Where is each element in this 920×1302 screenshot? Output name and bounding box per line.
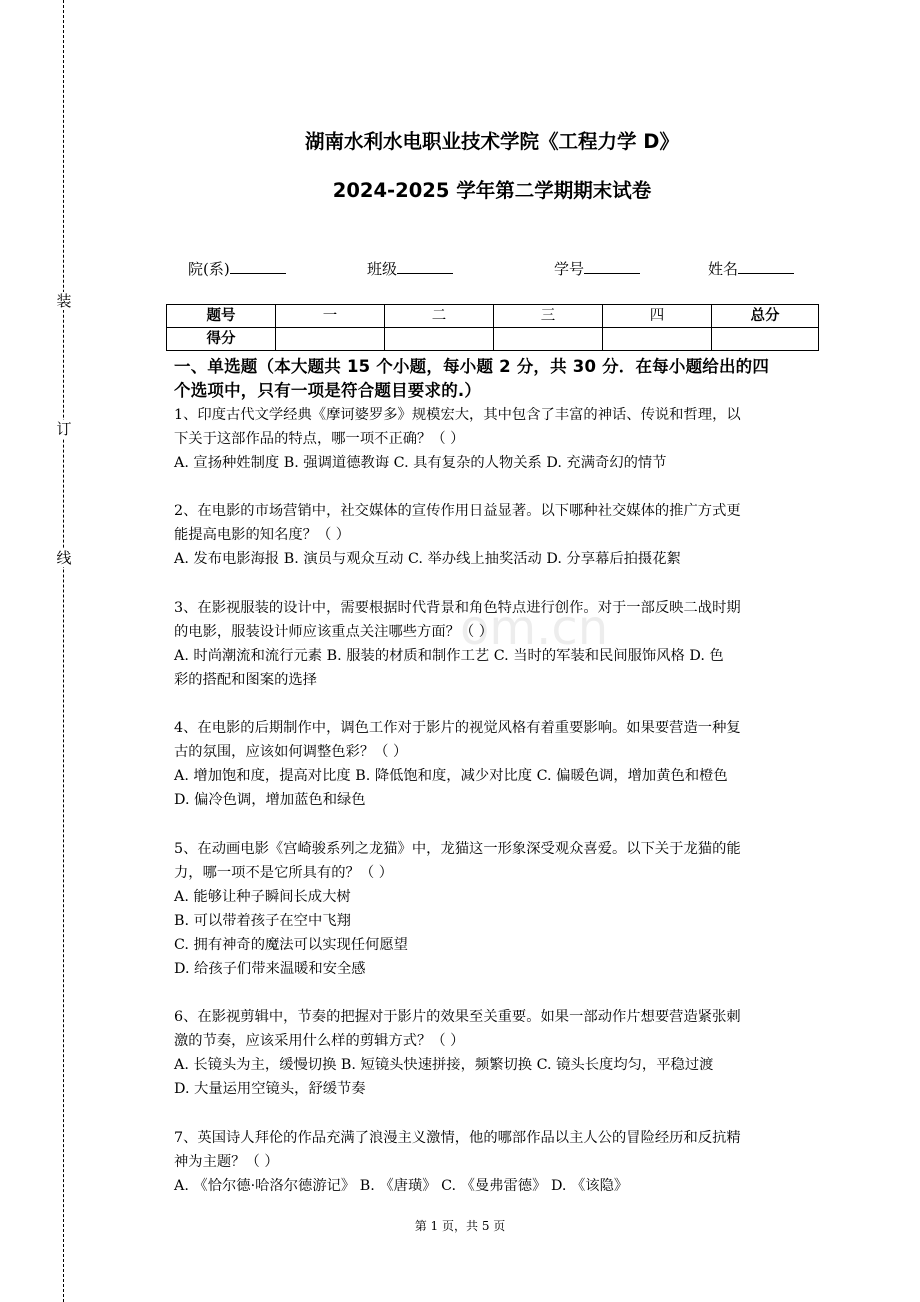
question-line: 6、在影视剪辑中，节奏的把握对于影片的效果至关重要。如果一部动作片想要营造紧张刺 bbox=[174, 1009, 741, 1025]
question-number-label: 题号 bbox=[167, 305, 276, 328]
name-label: 姓名 bbox=[708, 260, 739, 278]
score-cell-3[interactable] bbox=[494, 328, 603, 351]
question-options: A. 增加饱和度，提高对比度 B. 降低饱和度，减少对比度 C. 偏暖色调，增加黄色和橙色 bbox=[174, 768, 728, 784]
question-line: 5、在动画电影《宫崎骏系列之龙猫》中，龙猫这一形象深受观众喜爱。以下关于龙猫的能 bbox=[174, 841, 741, 857]
binding-dashed-line bbox=[63, 0, 64, 1302]
student-id-label: 学号 bbox=[554, 260, 585, 278]
question-2 bbox=[174, 499, 824, 571]
binding-char-zhuang: 装 bbox=[56, 292, 72, 310]
score-cell-4[interactable] bbox=[603, 328, 712, 351]
question-3 bbox=[174, 596, 824, 692]
question-options: A. 发布电影海报 B. 演员与观众互动 C. 举办线上抽奖活动 D. 分享幕后拍摄花絮 bbox=[174, 551, 681, 567]
column-4: 四 bbox=[603, 305, 712, 328]
question-line: 激的节奏，应该采用什么样的剪辑方式？（ ） bbox=[174, 1033, 465, 1049]
binding-char-xian: 线 bbox=[56, 549, 72, 567]
binding-char-ding: 订 bbox=[56, 420, 72, 438]
question-1 bbox=[174, 403, 824, 475]
question-line: 下关于这部作品的特点，哪一项不正确？（ ） bbox=[174, 431, 465, 447]
department-label: 院(系) bbox=[188, 260, 230, 278]
class-field bbox=[367, 258, 453, 279]
question-line: 神为主题？（ ） bbox=[174, 1154, 279, 1170]
score-table-score-row bbox=[167, 328, 819, 351]
department-field bbox=[188, 258, 286, 279]
question-options: A. 宣扬种姓制度 B. 强调道德教诲 C. 具有复杂的人物关系 D. 充满奇幻的情节 bbox=[174, 455, 667, 471]
question-7 bbox=[174, 1126, 824, 1198]
question-options: D. 偏冷色调，增加蓝色和绿色 bbox=[174, 792, 366, 808]
department-blank[interactable] bbox=[230, 259, 286, 274]
score-cell-1[interactable] bbox=[276, 328, 385, 351]
question-6 bbox=[174, 1005, 824, 1101]
column-total: 总分 bbox=[712, 305, 819, 328]
class-blank[interactable] bbox=[397, 259, 453, 274]
class-label: 班级 bbox=[367, 260, 398, 278]
name-blank[interactable] bbox=[738, 259, 794, 274]
question-line: 1、印度古代文学经典《摩诃婆罗多》规模宏大，其中包含了丰富的神话、传说和哲理，以 bbox=[174, 407, 741, 423]
question-option: D. 给孩子们带来温暖和安全感 bbox=[174, 961, 366, 977]
score-table bbox=[166, 304, 819, 351]
question-line: 7、英国诗人拜伦的作品充满了浪漫主义激情，他的哪部作品以主人公的冒险经历和反抗精 bbox=[174, 1130, 741, 1146]
question-line: 力，哪一项不是它所具有的？（ ） bbox=[174, 865, 393, 881]
question-options: A. 长镜头为主，缓慢切换 B. 短镜头快速拼接，频繁切换 C. 镜头长度均匀，平稳过渡 bbox=[174, 1057, 714, 1073]
page-footer: 第 1 页，共 5 页 bbox=[414, 1219, 506, 1233]
question-line: 的电影，服装设计师应该重点关注哪些方面？（ ） bbox=[174, 624, 494, 640]
student-id-field bbox=[554, 258, 640, 279]
question-options: 彩的搭配和图案的选择 bbox=[174, 672, 317, 688]
question-options: A. 《恰尔德·哈洛尔德游记》 B. 《唐璜》 C. 《曼弗雷德》 D. 《该隐》 bbox=[174, 1178, 629, 1194]
question-options: A. 时尚潮流和流行元素 B. 服装的材质和制作工艺 C. 当时的军装和民间服饰风格 D. 色 bbox=[174, 648, 724, 664]
student-info-row bbox=[188, 258, 808, 280]
question-line: 能提高电影的知名度？（ ） bbox=[174, 527, 351, 543]
question-4 bbox=[174, 716, 824, 812]
name-field bbox=[708, 258, 794, 279]
question-5 bbox=[174, 837, 824, 981]
question-line: 3、在影视服装的设计中，需要根据时代背景和角色特点进行创作。对于一部反映二战时期 bbox=[174, 600, 741, 616]
section-heading-line2: 个选项中，只有一项是符合题目要求的.） bbox=[174, 381, 482, 400]
question-option: C. 拥有神奇的魔法可以实现任何愿望 bbox=[174, 937, 408, 953]
column-1: 一 bbox=[276, 305, 385, 328]
question-line: 2、在电影的市场营销中，社交媒体的宣传作用日益显著。以下哪种社交媒体的推广方式更 bbox=[174, 503, 741, 519]
section-heading-line1: 一、单选题（本大题共 15 个小题，每小题 2 分，共 30 分．在每小题给出的四 bbox=[174, 357, 770, 376]
exam-title-line1: 湖南水利水电职业技术学院《工程力学 D》 bbox=[305, 130, 679, 153]
watermark: om.cn bbox=[460, 600, 609, 656]
question-option: A. 能够让种子瞬间长成大树 bbox=[174, 889, 351, 905]
exam-title-line2: 2024-2025 学年第二学期期末试卷 bbox=[332, 179, 652, 202]
question-options: D. 大量运用空镜头，舒缓节奏 bbox=[174, 1081, 366, 1097]
score-table-header-row bbox=[167, 305, 819, 328]
section-heading bbox=[174, 355, 822, 403]
question-option: B. 可以带着孩子在空中飞翔 bbox=[174, 913, 351, 929]
score-cell-total[interactable] bbox=[712, 328, 819, 351]
column-2: 二 bbox=[385, 305, 494, 328]
score-cell-2[interactable] bbox=[385, 328, 494, 351]
student-id-blank[interactable] bbox=[584, 259, 640, 274]
column-3: 三 bbox=[494, 305, 603, 328]
score-label: 得分 bbox=[167, 328, 276, 351]
question-line: 古的氛围，应该如何调整色彩？（ ） bbox=[174, 744, 408, 760]
question-line: 4、在电影的后期制作中，调色工作对于影片的视觉风格有着重要影响。如果要营造一种复 bbox=[174, 720, 741, 736]
